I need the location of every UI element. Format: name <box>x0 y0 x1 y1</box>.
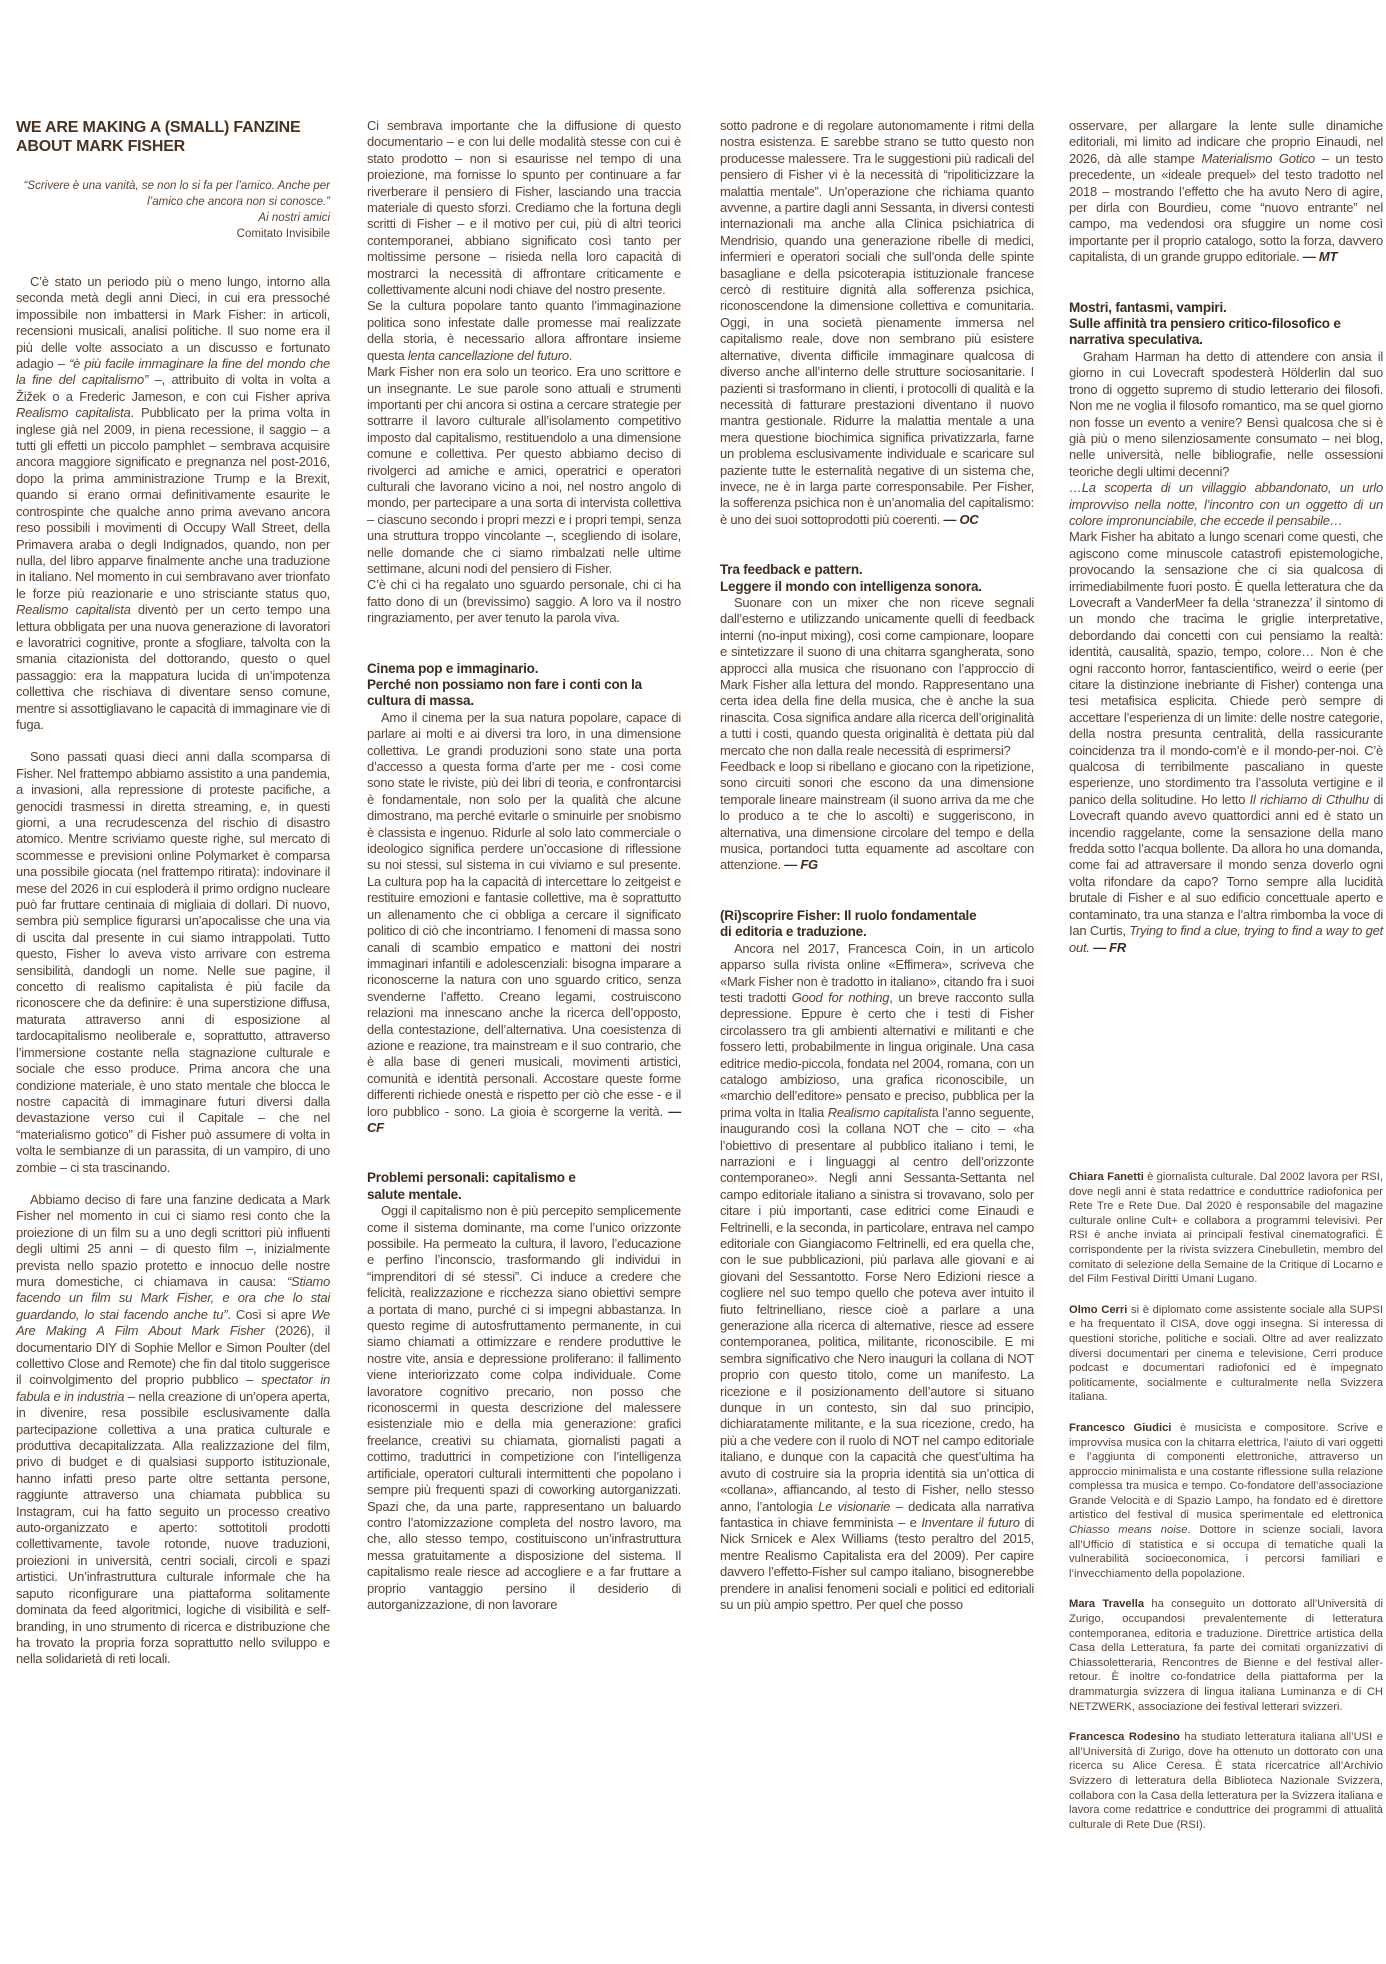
paragraph <box>367 710 681 1137</box>
contributor-name: Francesco Giudici <box>1069 1421 1172 1434</box>
paragraph <box>16 1192 330 1668</box>
text-run: . <box>568 347 573 363</box>
italic-text: Il richiamo di Cthulhu <box>1249 791 1369 807</box>
text-run: sotto padrone e di regolare autonomamente i ritmi della nostra esistenza. E sarebbe strano se tutto questo non producesse malessere. Tra le suggestioni più radicali del pensiero di Fisher vi è la necessità di “ripoliticizzare la malattia mentale”. Un’operazione che richiama quanto avvenne, a partire dagli anni Sessanta, in diversi contesti internazionali ma anche alla Clinica psichiatrica di Mendrisio, quando una generazione ribelle di medici, infermieri e operatori sociali che sull’onda delle spinte basagliane e della psicoterapia istituzionale francese cercò di restituire dignità alla sofferenza psichica, riconoscendone la dimensione collettiva e comunitaria. Oggi, in una società pienamente immersa nel capitalismo reale, dove non sembrano più esistere alternative, diventa difficile immaginare qualcosa di diverso anche all’interno delle strutture sociosanitarie. I pazienti si trasformano in clienti, i protocolli di qualità e la necessità di fatturare prestazioni diventano il nuovo mantra gestionale. Ridurre la malattia mentale a una mera questione biochimica significa privatizzarla, farne un problema esclusivamente individuale e scaricare sul paziente tutte le esternalità negative di un sistema che, invece, ne è in larga parte corresponsabile. Per Fisher, la sofferenza psichica non è un’anomalia del capitalismo: è uno dei suoi sottoprodotti più coerenti. <box>720 118 1034 527</box>
paragraph <box>1069 529 1383 956</box>
italic-text: Realismo capitalista <box>16 405 131 421</box>
text-run: – nella creazione di un’opera aperta, in divenire, resa possibile esclusivamente dalla partecipazione collettiva a una pratica culturale e produttiva decapitalizzata. Alla realizzazione del film, privo di budget e di qualsiasi supporto istituzionale, hanno infatti preso parte oltre settanta persone, raggiunte attraverso una chiamata pubblica su Instagram, cui ha fatto seguito un processo creativo auto-organizzato e aperto: sottotitoli prodotti collettivamente, tavole rotonde, nuove traduzioni, proiezioni in università, centri sociali, circoli e spazi artistici. Un’infrastruttura culturale informale che ha saputo riconfigurare una piattaforma solitamente dominata da feed algoritmici, logiche di visibilità e self-branding, in uno strumento di ricerca e distribuzione che ha trovato la propria forza soprattutto nello sviluppo e nella solidarietà di reti locali. <box>16 1388 330 1667</box>
bio-text: . Dottore in scienze sociali, lavora all’Ufficio di statistica e si occupa di tematiche quali la vulnerabilità socioeconomica, i percorsi familiari e l’invecchiamento della popolazione. <box>1069 1524 1383 1580</box>
epigraph-author: Comitato Invisibile <box>236 228 330 240</box>
text-run: C’è stato un periodo più o meno lungo, intorno alla seconda metà degli anni Dieci, in cui era pressoché impossibile non imbattersi in Mark Fisher: in articoli, recensioni musicali, analisi politiche. Il suo nome era il più delle volte associato a un discusso e fortunato adagio – <box>16 274 330 372</box>
section-heading-line: Leggere il mondo con intelligenza sonora. <box>720 578 982 594</box>
contributor-bio <box>1069 1303 1383 1405</box>
bio-text: ha conseguito un dottorato all’Università di Zurigo, occupandosi prevalentemente di letteratura contemporanea, editoria e traduzione. Direttrice artistica della Casa della Letteratura, fa parte dei comitati organizzativi di Chiassoletteraria, Rencontres de Bienne e del festival aller-retour. È inoltre co-fondatrice della piattaforma per la drammaturgia svizzera di lingua italiana Luminanza e di CH NETZWERK, associazione dei festival letterari svizzeri. <box>1069 1598 1384 1713</box>
section-heading-line: Mostri, fantasmi, vampiri. <box>1069 299 1227 315</box>
text-run: – dedicata alla narrativa fantastica in chiave femminista – e <box>720 1498 1034 1530</box>
column-4 <box>1069 118 1383 956</box>
bio-text: è musicista e compositore. Scrive e improvvisa musica con la chitarra elettrica, l’aiuto di vari oggetti e l’aggiunta di componenti elettroniche, attraverso un approccio minimalista e una costante riflessione sulla relazione complessa tra musica e tempo. Co-fondatore dell’associazione Grande Velocità e di Spazio Lampo, ha fondato ed è direttore artistico del festival di musica sperimentale ed elettronica <box>1069 1421 1383 1522</box>
text-run: . Pubblicato per la prima volta in inglese già nel 2009, in piena recessione, il saggio – a tutti gli effetti un piccolo pamphlet – sembrava acquisire ancora maggiore significato e pregnanza nel post-2016, dopo la prima amministrazione Trump e la Brexit, quando si erano ormai definitivamente esaurite le controspinte che qualche anno prima avevano ancora reso possibili i movimenti di Occupy Wall Street, della Primavera araba o degli Indignados, quando, non per nulla, del libro apparve finalmente anche una traduzione in italiano. Nel momento in cui sembravano aver trionfato le forze più reazionarie e uno strisciante status quo, <box>16 405 330 601</box>
contributor-name: Chiara Fanetti <box>1069 1171 1144 1183</box>
column-2 <box>367 118 681 1613</box>
section-heading <box>367 1170 681 1203</box>
paragraph <box>16 274 330 733</box>
epigraph <box>16 178 330 242</box>
italic-text: Trying to find a clue, trying to find a way to get out. <box>1069 923 1383 955</box>
text-run: –, attribuito di volta in volta a Žižek o a Frederic Jameson, e con cui Fisher apriva <box>16 372 330 404</box>
section-heading-line: (Ri)scoprire Fisher: Il ruolo fondamentale <box>720 907 977 923</box>
italic-text: Realismo capitalista <box>16 602 131 618</box>
text-run: Mark Fisher ha abitato a lungo scenari come questi, che agiscono come minuscole catastrofi epistemologiche, provocando la sensazione che ci sia qualcosa di irrimediabilmente fuori posto. È quella letteratura che da Lovecraft a VanderMeer fa della ‘stranezza’ il sintomo di un mondo che tracima le griglie interpretative, debordando dai concetti con cui pensiamo la realtà: identità, causalità, spazio, tempo, colore… Non è che ogni racconto horror, fantascientifico, weird o eerie (per citare la distinzione inebriante di Fisher) contenga una tesi metafisica esplicita. Chiede però sempre di accettare l’esperienza di un limite: delle nostre categorie, della nostra presunta centralità, della rassicurante coincidenza tra il mondo-com’è e il mondo-per-noi. C’è qualcosa di terribilmente pascaliano in queste esperienze, uno stordimento tra l’assoluta vertigine e il panico della solitudine. Ho letto <box>1069 529 1383 807</box>
paragraph <box>720 941 1034 1614</box>
contributor-bio <box>1069 1421 1383 1582</box>
italic-text: …La scoperta di un villaggio abbandonato, un urlo improvviso nella notte, l’incontro con un oggetto di un colore impronunciabile, che eccede il pensabile… <box>1069 480 1383 528</box>
section-heading <box>1069 300 1383 349</box>
contributor-bio <box>1069 1730 1383 1832</box>
section-heading-line: Tra feedback e pattern. <box>720 562 863 578</box>
italic-text: Materialismo Gotico <box>1201 150 1315 166</box>
paragraph <box>720 759 1034 874</box>
author-signature: — FR <box>1093 939 1127 955</box>
contributor-bio <box>1069 1170 1383 1287</box>
paragraph <box>367 118 681 298</box>
text-run: Sono passati quasi dieci anni dalla scomparsa di Fisher. Nel frattempo abbiamo assistito a una pandemia, a invasioni, alla repressione di proteste pacifiche, a genocidi trasmessi in diretta streaming, e, in questi giorni, a una recrudescenza del rischio di disastro atomico. Mentre scriviamo queste righe, sul mercato di scommesse e previsioni online Polymarket è comparsa una possibile giocata (nel frattempo ritirata): indovinare il mese del 2026 in cui esploderà il primo ordigno nucleare può far fruttare centinaia di migliaia di dollari. Di nuovo, sembra più semplice figurarsi un’apocalisse che una via di uscita dal presente in cui siamo intrappolati. Tutto questo, Fisher lo aveva visto arrivare con estrema sensibilità, dandogli un nome. Nelle sue pagine, il concetto di realismo capitalista è più facile da riconoscere che da definire: è una superstizione diffusa, maturata attraverso anni di esposizione al tardocapitalismo neoliberale e, soprattutto, attraverso l’immersione costante nella stagnazione culturale e sociale che esso produce. Prima ancora che una condizione materiale, è uno stato mentale che blocca le nostre capacità di immaginare futuri diversi dalla devastazione verso cui il Capitale – che nel “materialismo gotico” di Fisher può assumere di volta in volta le sembianze di un parassita, di un vampiro, di uno zombie – ci sta trascinando. <box>16 749 330 1175</box>
italic-text: lenta cancellazione del futuro <box>407 347 569 363</box>
paragraph <box>720 118 1034 528</box>
text-run: di Lovecraft quando avevo quattordici anni ed è stato un incendio raggelante, come la sensazione della mano fredda sotto l’acqua bollente. Da allora ho una domanda, come fai ad attraversare il mondo senza doverlo ogni volta rifondare da capo? Torno sempre alla lucidità brutale di Fisher e al suo edificio concettuale aperto e contaminato, tra una stanza e l’altra rimbomba la voce di Ian Curtis, <box>1069 791 1384 939</box>
epigraph-dedication: Ai nostri amici <box>258 212 330 224</box>
bio-text: è giornalista culturale. Dal 2002 lavora per RSI, dove negli anni è stata redattrice e conduttrice radiofonica per Rete Tre e Rete Due. Dal 2020 è responsabile del magazine culturale online Cult+ e collabora a programmi televisivi. Per RSI è anche inviata ai principali festival cinematografici. È corrispondente per la rivista svizzera Cinebulletin, membro del comitato di selezione della Semaine de la Critique di Locarno e del Film Festival Diritti Umani Lugano. <box>1069 1171 1383 1286</box>
text-run: di Nick Srnicek e Alex Williams (testo peraltro del 2015, mentre Realismo Capitalista era del 2009). Per capire davvero l’effetto-Fisher sul campo italiano, bisognerebbe prendere in analisi fenomeni sociali e politici ed editoriali su un più ampio spettro. Per quel che posso <box>720 1514 1034 1612</box>
paragraph <box>1069 118 1383 266</box>
section-heading-line: Perché non possiamo non fare i conti con la cultura di massa. <box>367 677 642 709</box>
section-heading-line: Cinema pop e immaginario. <box>367 660 539 676</box>
paragraph <box>367 364 681 577</box>
contributor-name: Mara Travella <box>1069 1598 1145 1611</box>
epigraph-quote: “Scrivere è una vanità, se non lo si fa per l’amico. Anche per l’amico che ancora non si conosce.” <box>23 180 330 208</box>
contributor-bio <box>1069 1597 1383 1714</box>
text-run: Mark Fisher non era solo un teorico. Era uno scrittore e un insegnante. Le sue parole sono attuali e strumenti importanti per chi ancora si ostina a cercare strategie per sottrarre il lavoro culturale all’isolamento competitivo imposto dal capitalismo, restituendolo a una dimensione comune e collettiva. Per questo abbiamo deciso di rivolgerci ad amiche e amici, operatrici e operatori culturali che lavorano vicino a noi, nel nostro angolo di mondo, per partecipare a una sorta di intervista collettiva – ciascuno secondo i propri mezzi e i propri tempi, senza una struttura troppo vincolante –, scegliendo di isolare, nelle domande che ci siamo rimbalzati nelle ultime settimane, alcuni nodi del pensiero di Fisher. <box>367 364 681 576</box>
paragraph <box>367 577 681 626</box>
paragraph <box>16 749 330 1176</box>
column-1 <box>16 118 330 1668</box>
section-heading <box>367 661 681 710</box>
paragraph <box>1069 349 1383 480</box>
text-run: Amo il cinema per la sua natura popolare, capace di parlare ai molti e ai diversi tra loro, in una dimensione collettiva. Le grandi produzioni sono state una porta d’accesso a questa forma d’arte per me - così come sono state le riviste, più dei libri di teoria, e confrontarcisi è fondamentale, non solo per la qualità che alcune dimostrano, ma perché evitarle o sminuirle per snobismo è classista e ingenuo. Ridurle al solo lato commerciale o ideologico significa perdere un’occasione di riflessione su noi stessi, sul sistema in cui viviamo e sul presente. La cultura pop ha la capacità di intercettare lo zeitgeist e restituire emozioni e fantasie collettive, ma è soprattutto un allenamento che ci obbliga a cercare il significato politico di ciò che incontriamo. I fenomeni di massa sono canali di scambio empatico e mattoni dei nostri immaginari infantili e adolescenziali: bisogna imparare a riconoscerne la natura con uno sguardo critico, senza svenderne l’affetto. Creano legami, costruiscono relazioni ma innescano anche la ricerca dell’opposto, della contestazione, dell’alternativa. Una coesistenza di azione e reazione, tra mainstream e il suo contrario, che è alla base di generi musicali, movimenti artistici, comunità e identità personali. Accostare queste forme differenti richiede onestà e rispetto per ciò che esse - e il loro pubblico - sono. La gioia è scorgerne la verità. <box>367 709 681 1119</box>
italic-text: “è più facile immaginare la fine del mondo che la fine del capitalismo” <box>16 356 330 388</box>
author-signature: — CF <box>367 1103 681 1135</box>
italic-text: “Stiamo facendo un film su Mark Fisher, e ora che lo stai guardando, lo stai facendo anche tu” <box>16 1273 330 1322</box>
italic-text: Le visionarie <box>818 1498 891 1514</box>
text-run: Ancora nel 2017, Francesca Coin, in un articolo apparso sulla rivista online «Effimera», scriveva che «Mark Fisher non è tradotto in italiano», citando fra i suoi testi tradotti <box>720 940 1034 1005</box>
section-heading <box>720 908 1034 941</box>
text-run: Oggi il capitalismo non è più percepito semplicemente come il sistema dominante, ma come l’unico orizzonte possibile. Ha permeato la cultura, il lavoro, l’educazione e perfino l’inconscio, trasformando gli individui in “imprenditori di sé stessi”. Ci induce a credere che felicità, realizzazione e ricchezza siano obiettivi sempre a portata di mano, purché ci si impegni abbastanza. In questo regime di autosfruttamento permanente, in cui siamo chiamati a ottimizzare e rendere produttive le nostre vite, ansia e depressione proliferano: il fallimento viene interiorizzato come colpa individuale. Come lavoratore cognitivo precario, non posso che riconoscermi in questa descrizione del malessere esistenziale mio e della mia generazione: grafici freelance, creativi su chiamata, giornalisti pagati a cottimo, traduttrici in competizione con l’intelligenza artificiale, operatori culturali intermittenti che popolano i sempre più frequenti spazi di coworking autorganizzati. Spazi che, da una parte, rappresentano un baluardo contro l’atomizzazione completa del nostro lavoro, ma che, allo stesso tempo, costituiscono un’infrastruttura messa gratuitamente a disposizione del sistema. Il capitalismo reale riesce ad accogliere e a far fruttare a proprio vantaggio persino il desiderio di autorganizzazione, di non lavorare <box>367 1203 681 1612</box>
italic-text: Good for nothing <box>791 989 890 1005</box>
text-run: , un breve racconto sulla depressione. Eppure è certo che i testi di Fisher circolassero tra gli ambienti alternativi e militanti e che fossero letti, probabilmente in lingua originale. Una casa editrice medio-piccola, fondata nel 2004, romana, con un catalogo ambizioso, una grafica riconoscibile, un «marchio dell’editore» pensato e preciso, pubblica per la prima volta in Italia <box>720 989 1034 1120</box>
text-run: Feedback e loop si ribellano e giocano con la ripetizione, sono circuiti sonori che escono da una dimensione temporale lineare mainstream (il suono arriva da me che lo produco a te che lo ascolti) e suggeriscono, in alternativa, una dimensione circolare del tempo e della musica, portandoci tutta equamente ad ascoltare con attenzione. <box>720 759 1034 873</box>
text-run: osservare, per allargare la lente sulle dinamiche editoriali, mi limito ad indicare che proprio Einaudi, nel 2026, dà alle stampe <box>1069 118 1383 166</box>
paragraph <box>720 595 1034 759</box>
text-run: Ci sembrava importante che la diffusione di questo documentario – e con lui delle modalità stesse con cui è stato prodotto – non si esaurisse nel tempo di una proiezione, ma fornisse lo spunto per continuare a far riverberare il pensiero di Fisher, lasciando una traccia materiale di questo sforzi. Crediamo che la fortuna degli scritti di Fisher – e il motivo per cui, più di altri teorici contemporanei, abbiano significato così tanto per moltissime persone – risieda nella loro capacità di mostrarci la necessità di affrontare criticamente e collettivamente alcuni nodi chiave del nostro presente. <box>367 118 681 298</box>
column-3 <box>720 118 1034 1613</box>
author-signature: — FG <box>784 857 818 873</box>
bio-text: si è diplomato come assistente sociale alla SUPSI e ha frequentato il CISA, dove oggi insegna. Si interessa di questioni storiche, politiche e sociali. Oltre ad aver realizzato diversi documentari per cinema e televisione, Cerri produce podcast e documentari radiofonici ed è impegnato politicamente, socialmente e culturalmente nella Svizzera italiana. <box>1069 1303 1383 1404</box>
paragraph <box>367 298 681 364</box>
text-run: Graham Harman ha detto di attendere con ansia il giorno in cui Lovecraft spodesterà Hölderlin dal suo trono di oggetto supremo di studio letterario dei filosofi. Non me ne voglia il filosofo romantico, ma se quel giorno non fosse un evento a venire? Bensì qualcosa che si è già più o meno silenziosamente consumato – nei blog, nelle università, nelle bibliografie, nelle ossessioni teoriche degli ultimi decenni? <box>1069 348 1383 479</box>
contributors-bios <box>1069 1170 1383 1848</box>
article-title: WE ARE MAKING A (SMALL) FANZINE ABOUT MARK FISHER <box>16 119 301 155</box>
author-signature: — OC <box>943 511 979 527</box>
text-run: a l’anno seguente, inaugurando così la collana NOT che – cito – «ha l’obiettivo di presentare al pubblico italiano i temi, le narrazioni e i linguaggi al centro dell’orizzonte contemporaneo». Negli anni Sessanta-Settanta nel campo editoriale italiano a sinistra si trovavano, solo per citare i più importanti, case editrici come Einaudi e Feltrinelli, e la seconda, in particolare, entrava nel campo editoriale con Giangiacomo Feltrinelli, ed era quella che, con le sue pubblicazioni, più parlava alle giovani e ai giovani del Sessantotto. Forse Nero Edizioni riesce a cogliere nel suo tempo quello che poteva aver intuito il fiuto feltrinelliano, riesce cioè a parlare a una generazione alla ricerca di alternative, riesce ad essere contemporanea, politica, militante, riconoscibile. E mi sembra significativo che Nero inauguri la collana di NOT proprio con questo titolo, come un manifesto. La ricezione e il posizionamento dell’autore si situano dunque in un contesto, sin dal suo principio, dichiaratamente militante, e la sua ricezione, credo, ha più a che vedere con il ruolo di NOT nel campo editoriale italiano, e dunque con la capacità che quest’ultima ha avuto di costruire sia la propria identità sia un’ottica di «collana», affiancando, al testo di Fisher, nello stesso anno, l’antologia <box>720 1104 1034 1514</box>
text-run: diventò per un certo tempo una lettura obbligata per una nuova generazione di lavoratori e lavoratrici cognitive, pronte a sfogliare, talvolta con la smania citazionista del dottorando, questo o quel passaggio: era la mappatura lucida di un’impotenza collettiva che rischiava di diventare senso comune, mentre si assottigliavano le capacità di immaginare vie di fuga. <box>16 602 330 732</box>
author-signature: — MT <box>1302 249 1338 265</box>
section-heading-line: Problemi personali: capitalismo e <box>367 1170 576 1186</box>
text-run: C’è chi ci ha regalato uno sguardo personale, chi ci ha fatto dono di un (brevissimo) saggio. A loro va il nostro ringraziamento, per aver tenuto la parola viva. <box>367 577 681 626</box>
section-heading-line: di editoria e traduzione. <box>720 924 867 940</box>
text-run: – un testo precedente, un «ideale prequel» del testo tradotto nel 2018 – mostrando l’effetto che ha avuto Nero di agire, per dirla con Bourdieu, come “nuovo entrante” nel campo, ma vedendosi ora sfuggire un nome così importante per il proprio catalogo, sotto la forza, davvero capitalista, di un grande gruppo editoriale. <box>1069 150 1383 265</box>
text-run: . Così si apre <box>227 1306 312 1322</box>
section-heading <box>720 562 1034 595</box>
italic-text: Realismo capitalist <box>827 1104 932 1120</box>
italic-text: Inventare il futuro <box>921 1514 1020 1530</box>
italic-text: Chiasso means noise <box>1069 1524 1188 1537</box>
contributor-name: Olmo Cerri <box>1069 1303 1128 1316</box>
italic-text: We Are Making A Film About Mark Fisher <box>16 1306 330 1339</box>
section-heading-line: salute mentale. <box>367 1186 462 1202</box>
italic-text: spectator in fabula e in industria <box>16 1372 331 1404</box>
paragraph <box>367 1203 681 1613</box>
text-run: Se la cultura popolare tanto quanto l’immaginazione politica sono infestate dalle promesse mai realizzate della storia, è necessario allora affrontare insieme questa <box>367 298 681 363</box>
contributor-name: Francesca Rodesino <box>1069 1731 1180 1744</box>
section-heading-line: Sulle affinità tra pensiero critico-filosofico e narrativa speculativa. <box>1069 316 1341 348</box>
text-run: Abbiamo deciso di fare una fanzine dedicata a Mark Fisher nel momento in cui ci siamo resi conto che la proiezione di un film su a uno degli scrittori più influenti degli ultimi 25 anni – di questo film –, inizialmente prevista nello spazio protetto e innocuo delle nostre mura domestiche, ci chiamava in causa: <box>16 1191 330 1289</box>
text-run: (2026), il documentario DIY di Sophie Mellor e Simon Poulter (del collettivo Close and Remote) che fin dal titolo suggerisce il coinvolgimento del proprio pubblico – <box>16 1323 330 1388</box>
bio-text: ha studiato letteratura italiana all’USI e all’Università di Zurigo, dove ha ottenuto un dottorato con una ricerca su Alice Ceresa. È stata ricercatrice all’Archivio Svizzero di letteratura della Biblioteca Nazionale Svizzera, collabora con la Casa della letteratura per la Svizzera italiana e lavora come redattrice e conduttrice dei programmi di attualità culturale di Rete Due (RSI). <box>1069 1731 1383 1831</box>
text-run: Suonare con un mixer che non riceve segnali dall’esterno e utilizzando unicamente quelli di feedback interni (no-input mixing), così come campionare, loopare e sintetizzare il suono di una chitarra sgangherata, sono approcci alla musica che risuonano con l’approccio di Mark Fisher alla lettura del mondo. Rappresentano una certa idea della fine della musica, che è anche la sua rinascita. Cosa significa andare alla ricerca dell’originalità a tutti i costi, quando questa originalità è dettata più dal mercato che non dalla reale necessità di esprimersi? <box>720 594 1034 758</box>
paragraph <box>1069 480 1383 529</box>
